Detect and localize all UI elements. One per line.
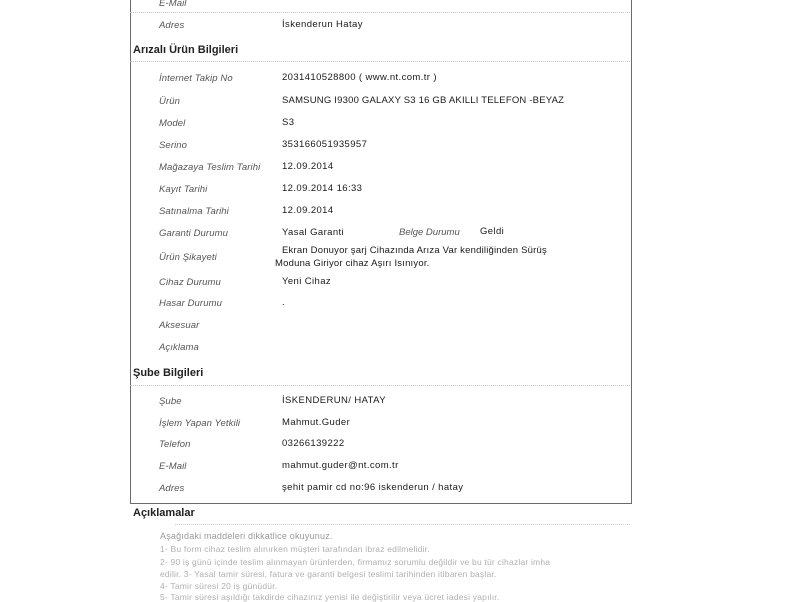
phone-label: Telefon — [159, 439, 191, 450]
device-state-value: Yeni Cihaz — [282, 276, 332, 287]
complaint-line-1: Ekran Donuyor şarj Cihazında Arıza Var kendiliğinden Sürüş — [282, 245, 547, 256]
damage-label: Hasar Durumu — [159, 298, 222, 309]
record-date-label: Kayıt Tarihi — [159, 184, 208, 195]
notes-item: edilir. 3- Yasal tamir süresi, fatura ve garanti belgesi teslimi tarihinden itibaren başlar. — [160, 569, 497, 579]
notes-item: 4- Tamir süresi 20 iş günüdür. — [160, 581, 278, 591]
warranty-label: Garanti Durumu — [159, 228, 228, 239]
product-value: SAMSUNG I9300 GALAXY S3 16 GB AKILLI TELEFON -BEYAZ — [282, 95, 565, 106]
warranty-value: Yasal Garanti — [282, 227, 345, 238]
complaint-label: Ürün Şikayeti — [159, 252, 217, 263]
serial-value: 353166051935957 — [282, 139, 368, 150]
accessory-label: Aksesuar — [159, 320, 200, 331]
customer-email-label: E-Mail — [159, 0, 187, 9]
officer-value: Mahmut.Guder — [282, 417, 351, 428]
tracking-label: İnternet Takip No — [159, 73, 233, 84]
customer-address-value: İskenderun Hatay — [282, 19, 363, 30]
notes-divider — [175, 524, 630, 525]
document-status-label: Belge Durumu — [399, 227, 460, 238]
purchase-date-value: 12.09.2014 — [282, 205, 334, 216]
notes-item: 5- Tamir süresi aşıldığı takdirde cihazınız yenisi ile değiştirilir veya ücret iadesi yapılır. — [160, 592, 500, 602]
model-value: S3 — [282, 117, 295, 128]
product-label: Ürün — [159, 96, 180, 107]
branch-email-label: E-Mail — [159, 461, 187, 472]
notes-title: Açıklamalar — [133, 507, 195, 519]
branch-address-label: Adres — [159, 483, 185, 494]
section-divider — [130, 385, 630, 386]
store-delivery-value: 12.09.2014 — [282, 161, 334, 172]
document-status-value: Geldi — [480, 226, 505, 237]
device-state-label: Cihaz Durumu — [159, 277, 221, 288]
description-label: Açıklama — [159, 342, 199, 353]
record-date-value: 12.09.2014 16:33 — [282, 183, 363, 194]
branch-label: Şube — [159, 396, 182, 407]
branch-value: İSKENDERUN/ HATAY — [282, 395, 386, 406]
row-divider — [130, 12, 630, 13]
notes-intro: Aşağıdaki maddeleri dikkatlice okuyunuz. — [160, 531, 333, 541]
branch-section-title: Şube Bilgileri — [133, 367, 204, 379]
section-divider — [130, 61, 630, 62]
store-delivery-label: Mağazaya Teslim Tarihi — [159, 162, 261, 173]
notes-item: 2- 90 iş günü içinde teslim alınmayan ürünlerden, firmamız sorumlu değildir ve bu tür cihazlar imha — [160, 557, 551, 567]
branch-address-value: şehit pamir cd no:96 iskenderun / hatay — [282, 482, 464, 493]
notes-item: 1- Bu form cihaz teslim alınırken müşteri tarafından ibraz edilmelidir. — [160, 544, 430, 554]
purchase-date-label: Satınalma Tarihi — [159, 206, 229, 217]
tracking-value: 2031410528800 ( www.nt.com.tr ) — [282, 72, 437, 83]
product-section-title: Arızalı Ürün Bilgileri — [133, 44, 239, 56]
complaint-line-2: Moduna Giriyor cihaz Aşırı Isınıyor. — [275, 258, 430, 269]
serial-label: Serino — [159, 140, 188, 151]
model-label: Model — [159, 118, 186, 129]
damage-value: . — [282, 297, 286, 308]
branch-email-value: mahmut.guder@nt.com.tr — [282, 460, 399, 471]
officer-label: İşlem Yapan Yetkili — [159, 418, 241, 429]
phone-value: 03266139222 — [282, 438, 345, 449]
customer-address-label: Adres — [159, 20, 185, 31]
